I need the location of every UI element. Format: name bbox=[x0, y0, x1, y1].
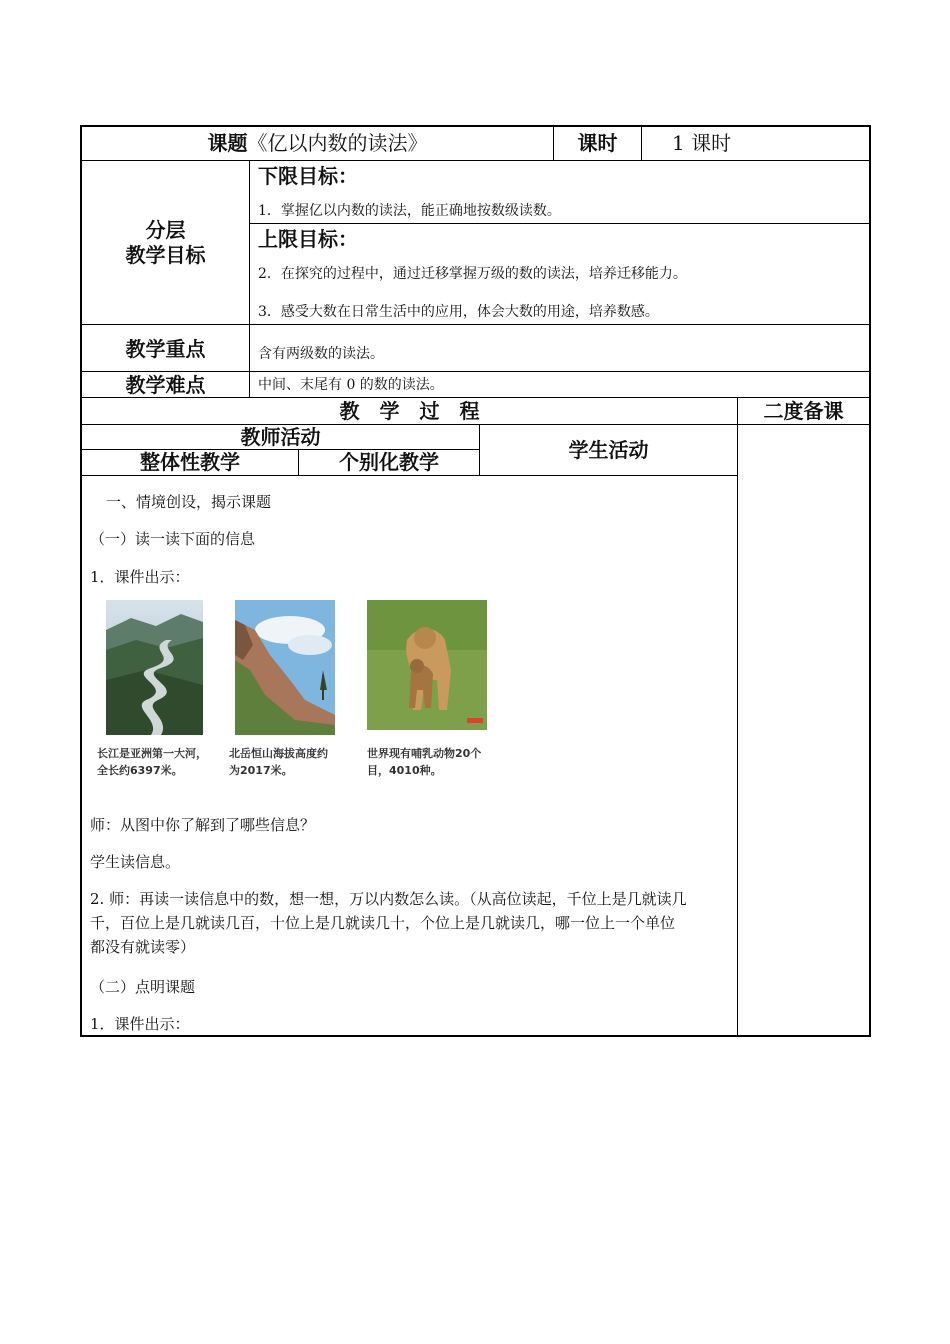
body-paragraph: 1．课件出示： bbox=[90, 1015, 190, 1033]
section-title: 一、情境创设，揭示课题 bbox=[106, 493, 272, 511]
key-point-label: 教学重点 bbox=[125, 337, 206, 361]
title-label: 课题 bbox=[207, 131, 248, 155]
upper-goal-item: 2．在探究的过程中，通过迁移掌握万级的数的读法，培养迁移能力。 bbox=[258, 266, 687, 282]
title-cell bbox=[82, 127, 553, 160]
lower-goal-heading: 下限目标： bbox=[258, 164, 358, 188]
key-point-value: 含有两级数的读法。 bbox=[258, 346, 384, 362]
revision-heading: 二度备课 bbox=[763, 399, 844, 423]
reading-rule-paragraph: 2. 师：再读一读信息中的数，想一想，万以内数怎么读。（从高位读起，千位上是几就读几 千，百位上是几就读几百，十位上是几就读几十，个位上是几就读几，哪一位上一个单位 都没有就读零） bbox=[90, 890, 687, 956]
upper-goal-item: 3．感受大数在日常生活中的应用，体会大数的用途，培养数感。 bbox=[258, 304, 659, 320]
period-label: 课时 bbox=[577, 131, 618, 155]
goals-label-line1: 分层 bbox=[145, 218, 186, 242]
mountain-photo-icon bbox=[235, 600, 335, 735]
difficulty-label: 教学难点 bbox=[125, 373, 206, 397]
teacher-activity-heading: 教师活动 bbox=[240, 425, 321, 449]
goals-label bbox=[82, 218, 249, 268]
subsection-title: （一）读一读下面的信息 bbox=[90, 530, 256, 548]
goals-label-line2: 教学目标 bbox=[125, 243, 206, 267]
body-paragraph: 1．课件出示： bbox=[90, 568, 190, 586]
lion-photo-icon bbox=[367, 600, 487, 730]
lion-caption: 世界现有哺乳动物20个 目，4010种。 bbox=[367, 747, 482, 777]
upper-goal-heading: 上限目标： bbox=[258, 227, 358, 251]
subsection-title: （二）点明课题 bbox=[90, 978, 196, 996]
lesson-title: 《亿以内数的读法》 bbox=[247, 131, 428, 155]
process-heading: 教 学 过 程 bbox=[339, 399, 480, 423]
whole-teaching-heading: 整体性教学 bbox=[140, 450, 240, 474]
student-activity-heading: 学生活动 bbox=[568, 438, 649, 462]
mountain-caption: 北岳恒山海拔高度约 为2017米。 bbox=[229, 747, 328, 777]
river-caption: 长江是亚洲第一大河， 全长约6397米。 bbox=[97, 747, 207, 777]
individual-teaching-heading: 个别化教学 bbox=[339, 450, 439, 474]
difficulty-value: 中间、末尾有 0 的数的读法。 bbox=[258, 377, 444, 393]
lower-goal-item: 1．掌握亿以内数的读法，能正确地按数级读数。 bbox=[258, 203, 561, 219]
student-response: 学生读信息。 bbox=[90, 853, 181, 871]
river-photo-icon bbox=[106, 600, 203, 735]
teacher-question: 师：从图中你了解到了哪些信息？ bbox=[90, 816, 316, 834]
period-value: 1 课时 bbox=[672, 131, 732, 155]
